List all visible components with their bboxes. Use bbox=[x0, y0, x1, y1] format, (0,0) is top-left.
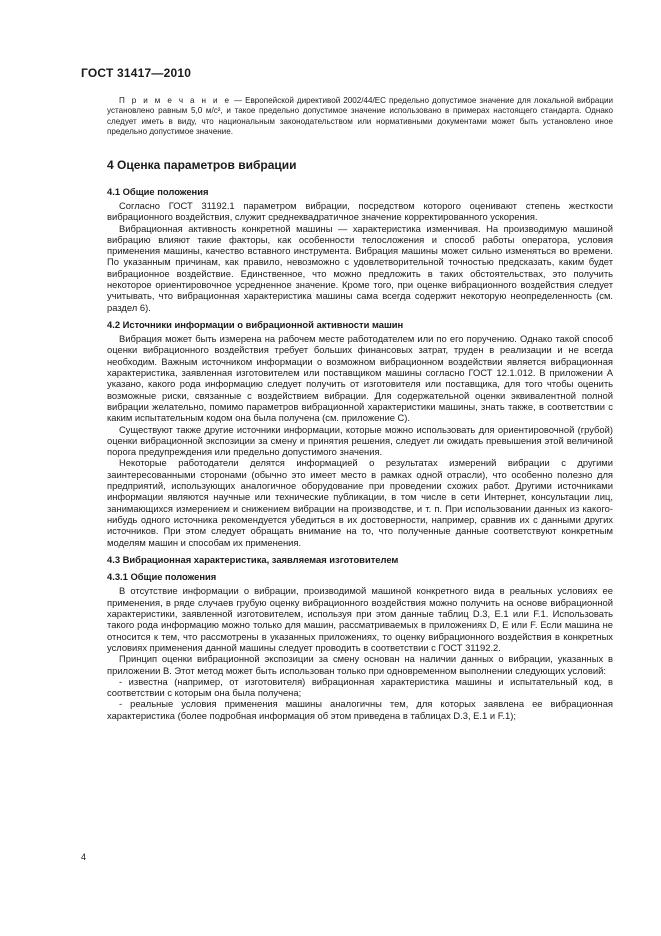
paragraph: Некоторые работодатели делятся информацией о результатах измерений вибрации с другими заинтересованными сторонами (обычно это имеет место в рамках одной отрасли), что особенно полезно для предприятий, использующих аналогичное оборудование при проведении схожих работ. Другими источниками информации являются научные или технические публикации, в том числе в сети Интернет, консультации лиц, занимающихся измерением и снижением вибрации на производстве, и т. п. При использовании данных из какого-нибудь одного источника рекомендуется убедиться в их достоверности, например, сравнив их с данными других источников. При этом следует обращать внимание на то, что полученные данные соответствуют конкретным моделям машин и способам их применения. bbox=[107, 457, 613, 548]
section-4-1-title: 4.1 Общие положения bbox=[107, 185, 209, 197]
paragraph: Вибрационная активность конкретной машины — характеристика изменчивая. На производимую машиной вибрацию влияют такие факторы, как особенности телосложения и способ работы оператора, условия применения машины, качество вставного инструмента. Вибрация машины может сильно изменяться во времени. По указанным причинам, как правило, невозможно с удовлетворительной точностью предсказать, каким будет вибрационное воздействие. Единственное, что можно предложить в таких обстоятельствах, это получить некоторое ориентировочное усредненное значение. Кроме того, при оценке вибрационного воздействия следует учитывать, что вибрационная характеристика машины сама всегда содержит некоторую неопределенность (см. раздел 6). bbox=[107, 222, 613, 313]
list-item: - реальные условия применения машины аналогичны тем, для которых заявлена ее вибрационная характеристика (более подробная информация об этом приведена в таблицах D.3, Е.1 и F.1); bbox=[107, 698, 613, 721]
paragraph: В отсутствие информации о вибрации, производимой машиной конкретного вида в реальных условиях ее применения, в ряде случаев грубую оценку вибрационного воздействия можно получить на основе вибрационной характеристики, заявленной изготовителем, используя при этом данные таблиц D.3, Е.1 или F.1. Использовать такого рода информацию можно только для машин, рассматриваемых в приложениях D, Е или F. Если машина не относится к тем, что рассмотрены в указанных приложениях, то оценку вибрационного воздействия в конкретных условиях применения данной машины следует проводить в соответствии с ГОСТ 31192.2. bbox=[107, 585, 613, 653]
section-4-title: 4 Оценка параметров вибрации bbox=[107, 157, 297, 172]
document-header: ГОСТ 31417—2010 bbox=[81, 66, 192, 80]
paragraph: Существуют также другие источники информации, которые можно использовать для ориентировочной (грубой) оценки вибрационной экспозиции за смену и принятия решения, следует ли ожидать превышения этой величиной порога предупреждения или предельно допустимого значения. bbox=[107, 423, 613, 458]
list-item: - известна (например, от изготовителя) вибрационная характеристика машины и испытательный код, в соответствии с которым она была получена; bbox=[107, 675, 613, 699]
section-4-3-title: 4.3 Вибрационная характеристика, заявляемая изготовителем bbox=[107, 553, 399, 565]
paragraph: Принцип оценки вибрационной экспозиции за смену основан на наличии данных о вибрации, указанных в приложении В. Этот метод может быть использован только при одновременном выполнении следующих условий: bbox=[107, 653, 613, 676]
section-4-2-title: 4.2 Источники информации о вибрационной активности машин bbox=[107, 318, 404, 330]
page-number: 4 bbox=[81, 852, 87, 862]
paragraph: Согласно ГОСТ 31192.1 параметром вибрации, посредством которого оценивают степень жесткости вибрационного воздействия, служит среднеквадратичное значение корректированного ускорения. bbox=[107, 199, 613, 223]
note-paragraph bbox=[107, 96, 613, 138]
note-label: П р и м е ч а н и е bbox=[119, 96, 232, 105]
section-4-3-1-title: 4.3.1 Общие положения bbox=[107, 571, 217, 583]
note-text: — Европейской директивой 2002/44/ЕС предельно допустимое значение для локальной вибрации установлено равным 5,0 м/с², и такое предельно допустимое значение использовано в примерах настоящего стандарта. Однако следует иметь в виду, что национальным законодательством или нормативными документами может быть установлено иное предельно допустимое значение. bbox=[107, 96, 614, 137]
page-content bbox=[107, 96, 613, 721]
paragraph: Вибрация может быть измерена на рабочем месте работодателем или по его поручению. Однако такой способ оценки вибрационного воздействия требует больших финансовых затрат, труден в реализации и не всегда необходим. Важным источником информации о возможном вибрационном воздействии является вибрационная характеристика, заявленная изготовителем или поставщиком машины согласно ГОСТ 12.1.012. В приложении А указано, какого рода информацию следует получить от изготовителя или поставщика, для того чтобы оценить возможные риски, связанные с воздействием вибрации. Для содержательной оценки эквивалентной полной вибрации желательно, помимо параметров вибрационной характеристики машины, знать также, в соответствии с каким испытательным кодом она была получена (см. приложение С). bbox=[107, 333, 613, 424]
